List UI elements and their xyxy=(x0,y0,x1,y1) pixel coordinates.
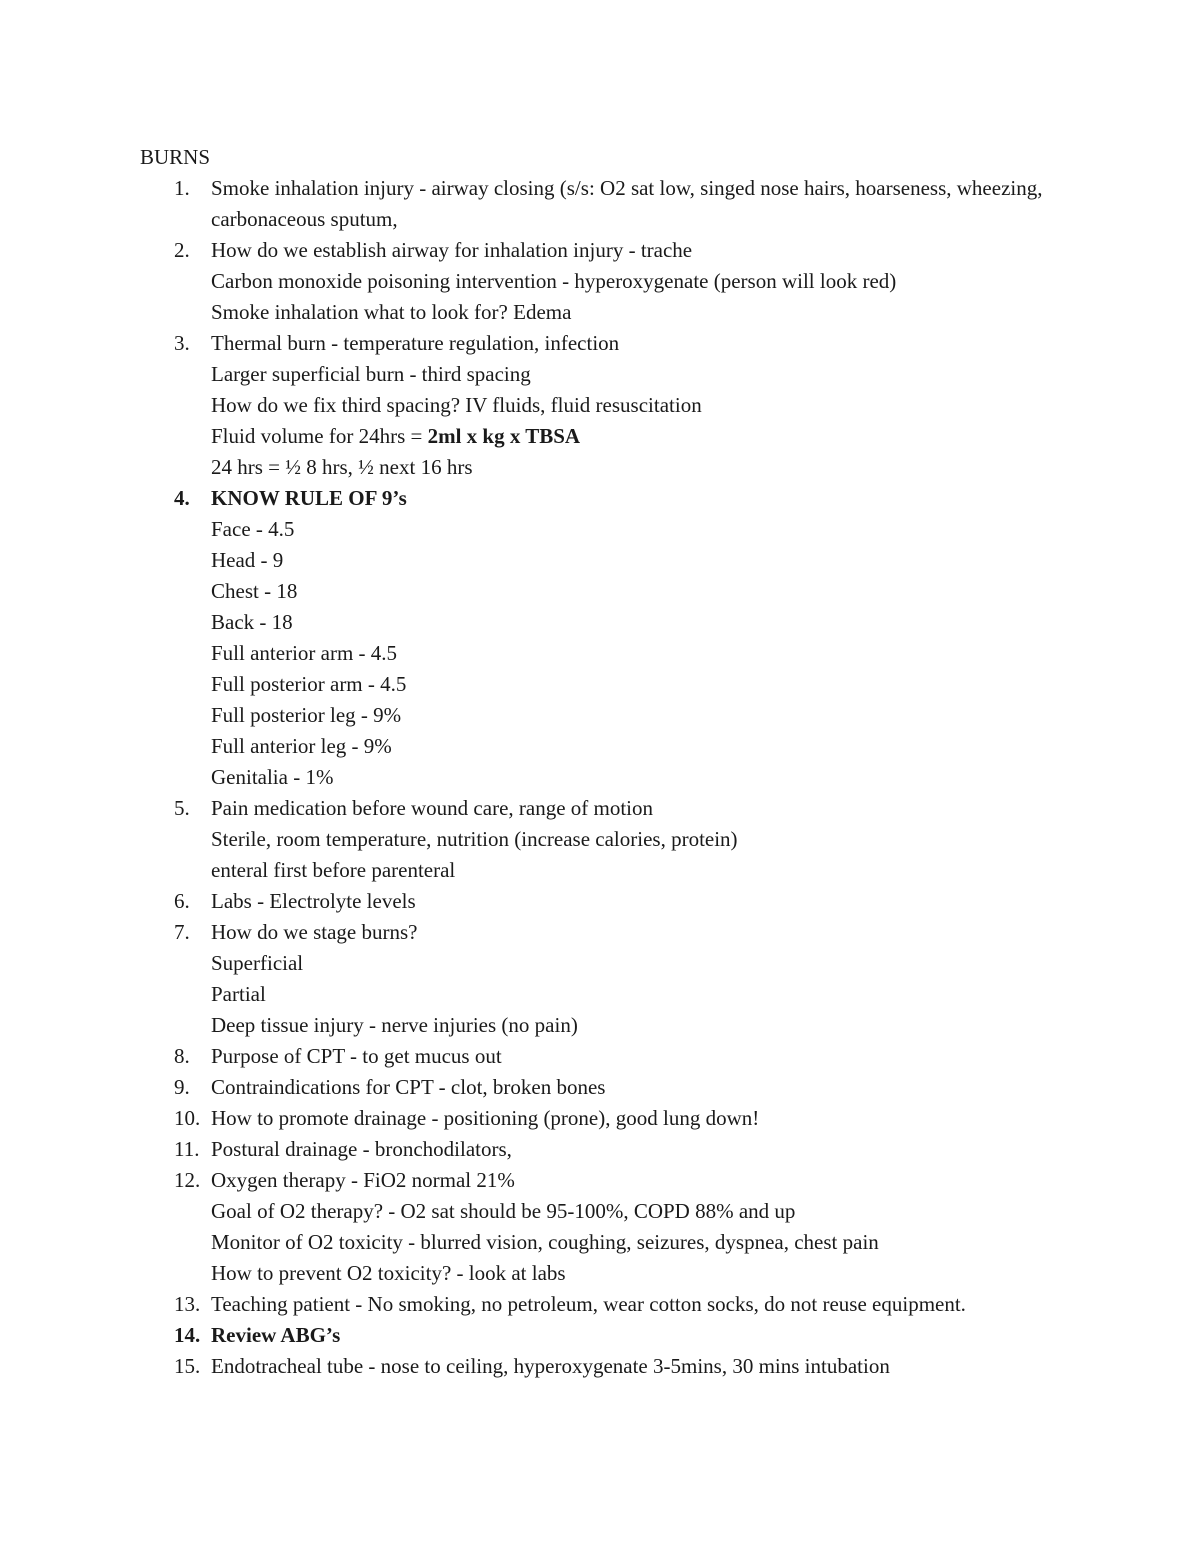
list-item xyxy=(140,483,1100,793)
item-subline: Deep tissue injury - nerve injuries (no pain) xyxy=(211,1013,578,1037)
burns-notes-list xyxy=(140,173,1100,1382)
item-number: 6. xyxy=(174,889,190,913)
list-item xyxy=(140,1103,1100,1134)
item-subline: Monitor of O2 toxicity - blurred vision, coughing, seizures, dyspnea, chest pain xyxy=(211,1230,879,1254)
item-text: How to promote drainage - positioning (prone), good lung down! xyxy=(211,1106,760,1130)
item-text: Purpose of CPT - to get mucus out xyxy=(211,1044,502,1068)
list-item xyxy=(140,235,1100,328)
list-item xyxy=(140,173,1100,235)
item-subline: Partial xyxy=(211,982,266,1006)
item-text: How do we stage burns? xyxy=(211,920,418,944)
item-number: 9. xyxy=(174,1075,190,1099)
item-subline: Larger superficial burn - third spacing xyxy=(211,362,531,386)
item-number: 11. xyxy=(174,1137,200,1161)
item-text: Thermal burn - temperature regulation, infection xyxy=(211,331,620,355)
document-title: BURNS xyxy=(140,145,211,169)
item-number: 10. xyxy=(174,1106,201,1130)
item-text: Endotracheal tube - nose to ceiling, hyperoxygenate 3-5mins, 30 mins intubation xyxy=(211,1354,890,1378)
list-item xyxy=(140,1320,1100,1351)
item-subline: How to prevent O2 toxicity? - look at labs xyxy=(211,1261,566,1285)
item-text: Teaching patient - No smoking, no petroleum, wear cotton socks, do not reuse equipment. xyxy=(211,1292,966,1316)
item-number: 12. xyxy=(174,1168,201,1192)
item-text: Postural drainage - bronchodilators, xyxy=(211,1137,512,1161)
list-item xyxy=(140,917,1100,1041)
item-number: 8. xyxy=(174,1044,190,1068)
item-subline: Smoke inhalation what to look for? Edema xyxy=(211,300,572,324)
list-item xyxy=(140,1351,1100,1382)
fluid-volume-formula xyxy=(211,421,1100,452)
item-heading: Review ABG’s xyxy=(211,1323,341,1347)
item-text: Labs - Electrolyte levels xyxy=(211,889,416,913)
formula-bold: 2ml x kg x TBSA xyxy=(427,424,581,448)
item-subline: Full anterior leg - 9% xyxy=(211,734,392,758)
item-text: How do we establish airway for inhalation injury - trache xyxy=(211,238,693,262)
list-item xyxy=(140,886,1100,917)
item-subline: Full posterior leg - 9% xyxy=(211,703,402,727)
list-item xyxy=(140,1134,1100,1165)
item-subline: Full anterior arm - 4.5 xyxy=(211,641,398,665)
item-text: Pain medication before wound care, range of motion xyxy=(211,796,654,820)
item-subline: Face - 4.5 xyxy=(211,517,295,541)
item-number: 14. xyxy=(174,1323,201,1347)
item-subline: Carbon monoxide poisoning intervention - hyperoxygenate (person will look red) xyxy=(211,269,897,293)
item-number: 13. xyxy=(174,1292,201,1316)
item-number: 1. xyxy=(174,176,190,200)
list-item xyxy=(140,793,1100,886)
item-number: 5. xyxy=(174,796,190,820)
item-text: Smoke inhalation injury - airway closing (s/s: O2 sat low, singed nose hairs, hoarseness, wheezing, carbonaceous sputum, xyxy=(211,176,1043,231)
item-text: Contraindications for CPT - clot, broken bones xyxy=(211,1075,606,1099)
item-subline: Back - 18 xyxy=(211,610,293,634)
list-item xyxy=(140,1041,1100,1072)
list-item xyxy=(140,328,1100,483)
item-number: 7. xyxy=(174,920,190,944)
item-number: 15. xyxy=(174,1354,201,1378)
list-item xyxy=(140,1289,1100,1320)
item-subline: How do we fix third spacing? IV fluids, fluid resuscitation xyxy=(211,393,702,417)
item-subline: Genitalia - 1% xyxy=(211,765,334,789)
item-number: 3. xyxy=(174,331,190,355)
item-subline: 24 hrs = ½ 8 hrs, ½ next 16 hrs xyxy=(211,455,473,479)
item-number: 4. xyxy=(174,486,190,510)
item-text: Oxygen therapy - FiO2 normal 21% xyxy=(211,1168,515,1192)
item-subline: enteral first before parenteral xyxy=(211,858,456,882)
item-number: 2. xyxy=(174,238,190,262)
list-item xyxy=(140,1165,1100,1289)
item-subline: Superficial xyxy=(211,951,304,975)
item-subline: Sterile, room temperature, nutrition (increase calories, protein) xyxy=(211,827,738,851)
list-item xyxy=(140,1072,1100,1103)
formula-prefix: Fluid volume for 24hrs = xyxy=(211,424,428,448)
item-heading: KNOW RULE OF 9’s xyxy=(211,486,407,510)
item-subline: Chest - 18 xyxy=(211,579,298,603)
item-subline: Full posterior arm - 4.5 xyxy=(211,672,407,696)
item-subline: Head - 9 xyxy=(211,548,284,572)
item-subline: Goal of O2 therapy? - O2 sat should be 95-100%, COPD 88% and up xyxy=(211,1199,796,1223)
